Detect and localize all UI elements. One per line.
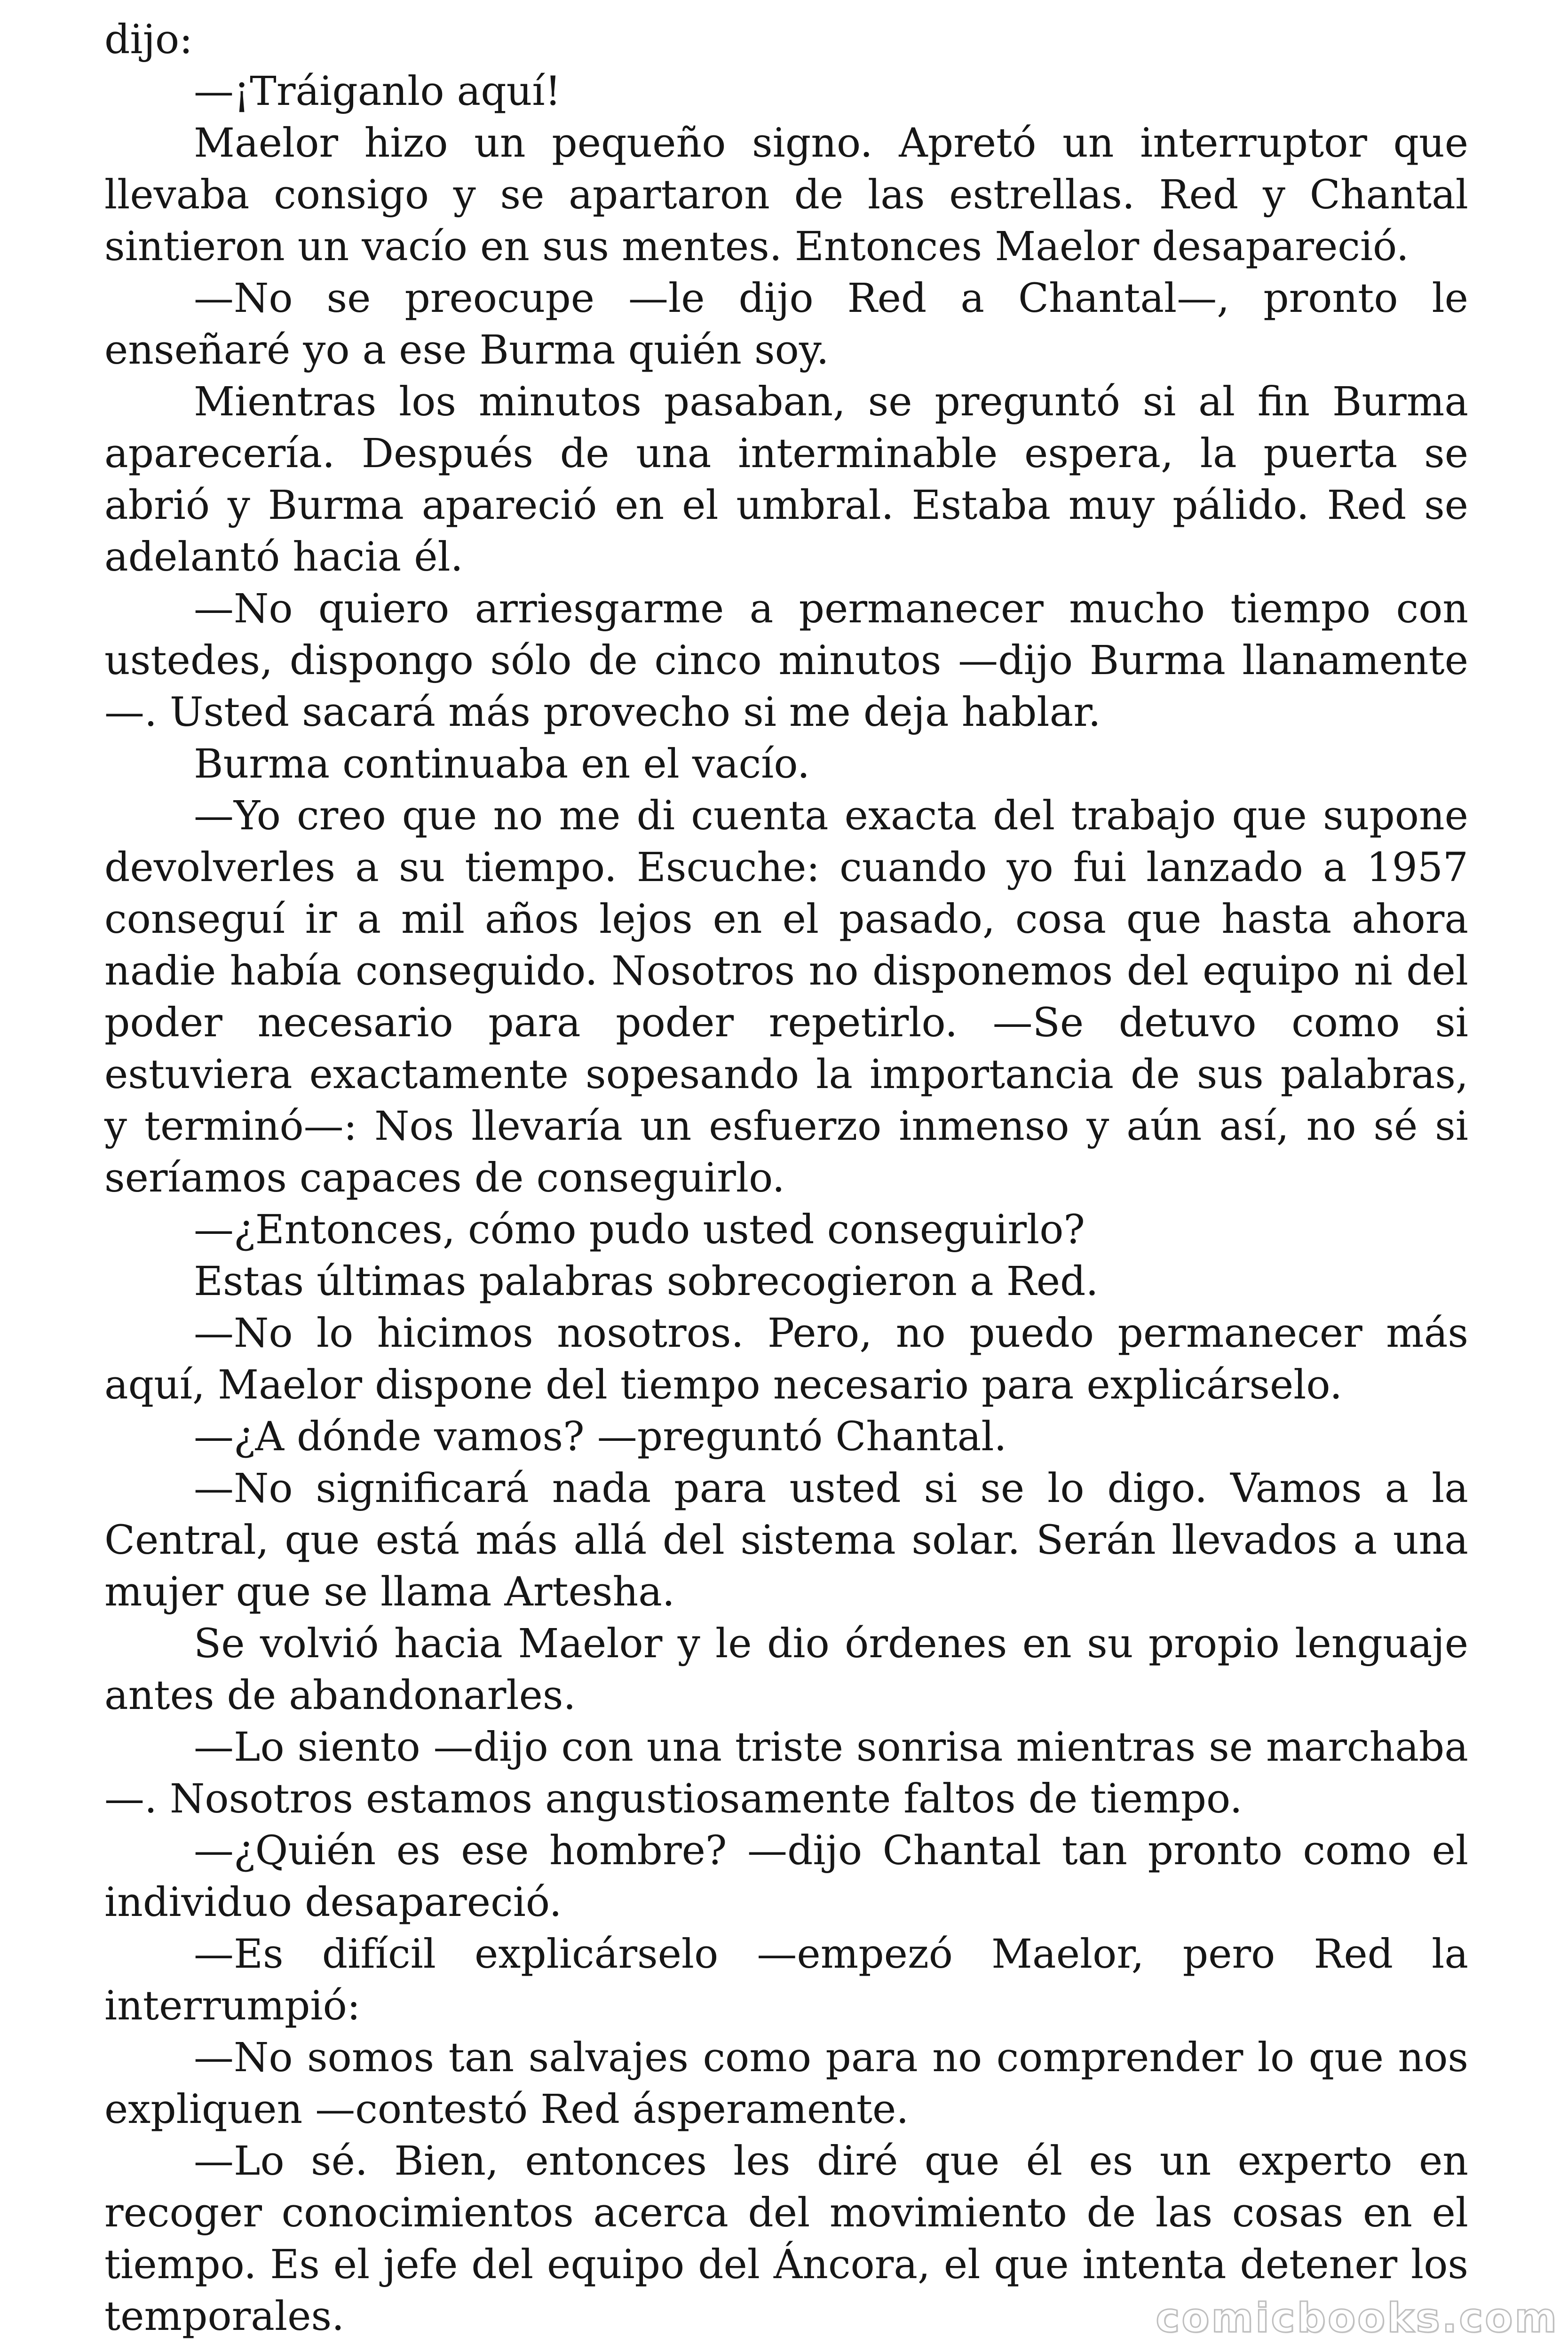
- paragraph-9: —¿Entonces, cómo pudo usted conseguirlo?: [194, 1207, 1085, 1253]
- paragraph-8: —Yo creo que no me di cuenta exacta del trabajo que supone devolverles a su tiempo. Escuche: cuando yo fui lanzado a 1957 conseguí ir a mil años lejos en el pasado, cosa que hasta ahora nadie había conseguido. Nosotros no disponemos del equipo ni del poder necesario para poder repetirlo. —Se detuvo como si estuviera exactamente sopesando la importancia de sus palabras, y terminó—: Nos llevaría un esfuerzo inmenso y aún así, no sé si seríamos capaces de conseguirlo.: [104, 793, 1468, 1201]
- paragraph-18: —No somos tan salvajes como para no comprender lo que nos expliquen —contestó Red ásperamente.: [104, 2034, 1468, 2133]
- paragraph-15: —Lo siento —dijo con una triste sonrisa mientras se marchaba—. Nosotros estamos angustiosamente faltos de tiempo.: [104, 1724, 1468, 1822]
- paragraph-3: Maelor hizo un pequeño signo. Apretó un interruptor que llevaba consigo y se apartaron de las estrellas. Red y Chantal sintieron un vacío en sus mentes. Entonces Maelor desapareció.: [104, 120, 1468, 270]
- book-page: [104, 14, 1468, 2343]
- paragraph-6: —No quiero arriesgarme a permanecer mucho tiempo con ustedes, dispongo sólo de cinco minutos —dijo Burma llanamente—. Usted sacará más provecho si me deja hablar.: [104, 586, 1468, 736]
- paragraph-11: —No lo hicimos nosotros. Pero, no puedo permanecer más aquí, Maelor dispone del tiempo necesario para explicárselo.: [104, 1310, 1468, 1408]
- paragraph-16: —¿Quién es ese hombre? —dijo Chantal tan pronto como el individuo desapareció.: [104, 1828, 1468, 1926]
- paragraph-10: Estas últimas palabras sobrecogieron a Red.: [194, 1258, 1099, 1305]
- paragraph-2: —¡Tráiganlo aquí!: [194, 68, 561, 115]
- paragraph-12: —¿A dónde vamos? —preguntó Chantal.: [194, 1414, 1007, 1460]
- paragraph-13: —No significará nada para usted si se lo digo. Vamos a la Central, que está más allá del sistema solar. Serán llevados a una mujer que se llama Artesha.: [104, 1465, 1468, 1615]
- paragraph-5: Mientras los minutos pasaban, se preguntó si al fin Burma aparecería. Después de una interminable espera, la puerta se abrió y Burma apareció en el umbral. Estaba muy pálido. Red se adelantó hacia él.: [104, 379, 1468, 580]
- paragraph-1: dijo:: [104, 16, 193, 63]
- paragraph-17: —Es difícil explicárselo —empezó Maelor, pero Red la interrumpió:: [104, 1931, 1468, 2029]
- paragraph-14: Se volvió hacia Maelor y le dio órdenes en su propio lenguaje antes de abandonarles.: [104, 1621, 1468, 1719]
- watermark: comicbooks.com: [1156, 2295, 1559, 2342]
- paragraph-7: Burma continuaba en el vacío.: [194, 741, 810, 787]
- paragraph-4: —No se preocupe —le dijo Red a Chantal—, pronto le enseñaré yo a ese Burma quién soy.: [104, 275, 1468, 373]
- paragraph-19: —Lo sé. Bien, entonces les diré que él es un experto en recoger conocimientos acerca del movimiento de las cosas en el tiempo. Es el jefe del equipo del Áncora, el que intenta detener los temporales.: [104, 2138, 1468, 2340]
